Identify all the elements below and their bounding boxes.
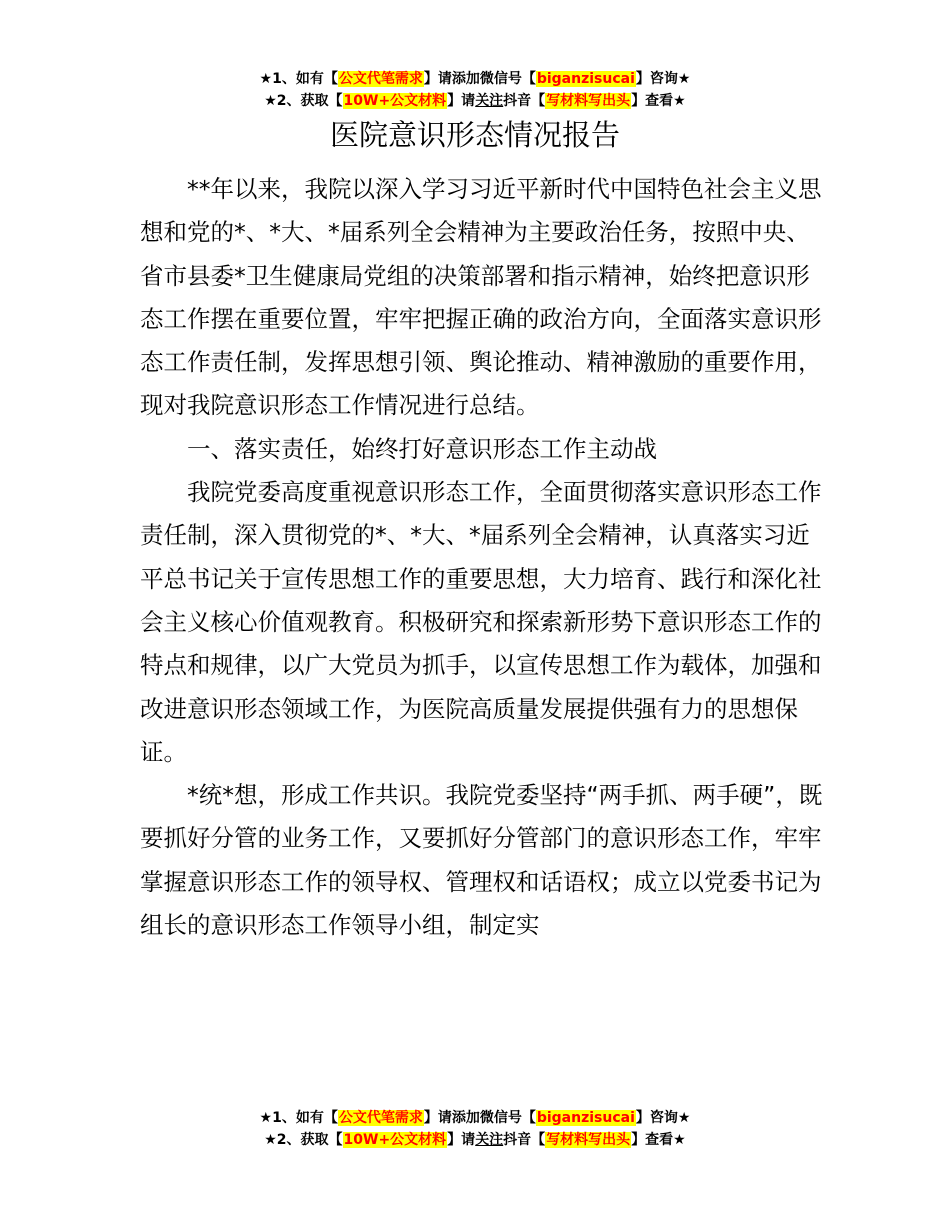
banner-text: ★2、获取【 — [264, 93, 343, 109]
banner-highlight: 写材料写出头 — [546, 93, 631, 109]
banner-highlight: biganzisucai — [536, 71, 635, 87]
banner-text: 】咨询★ — [635, 1110, 691, 1126]
paragraph-section-1: 我院党委高度重视意识形态工作，全面贯彻落实意识形态工作责任制，深入贯彻党的*、*大、*届系列全会精神，认真落实习近平总书记关于宣传思想工作的重要思想，大力培育、践行和深化社会主义核心价值观教育。积极研究和探索新形势下意识形态工作的特点和规律，以广大党员为抓手，以宣传思想工作为载体，加强和改进意识形态领域工作，为医院高质量发展提供强有力的思想保证。 — [140, 478, 822, 766]
banner-highlight: biganzisucai — [536, 1110, 635, 1126]
banner-text: 抖音【 — [503, 93, 546, 109]
banner-line-2 — [0, 1129, 950, 1151]
banner-text: 】查看★ — [631, 1132, 686, 1148]
banner-highlight: 写材料写出头 — [546, 1132, 631, 1148]
banner-text: 】查看★ — [631, 93, 686, 109]
banner-line-2 — [0, 90, 950, 112]
header-banner — [0, 68, 950, 112]
banner-text: 】请 — [447, 1132, 476, 1148]
section-heading: 一、落实责任，始终打好意识形态工作主动战 — [187, 434, 657, 463]
banner-highlight: 公文代笔需求 — [338, 1110, 423, 1126]
banner-text: 】请 — [447, 93, 476, 109]
paragraph-intro: **年以来，我院以深入学习习近平新时代中国特色社会主义思想和党的*、*大、*届系列全会精神为主要政治任务，按照中央、省市县委*卫生健康局党组的决策部署和指示精神，始终把意识形态工作摆在重要位置，牢牢把握正确的政治方向，全面落实意识形态工作责任制，发挥思想引领、舆论推动、精神激励的重要作用，现对我院意识形态工作情况进行总结。 — [140, 175, 822, 420]
banner-line-1 — [0, 1107, 950, 1129]
document-body — [140, 168, 830, 947]
banner-underline: 关注 — [475, 1132, 504, 1148]
banner-text: 】请添加微信号【 — [423, 1110, 536, 1126]
document-title: 医院意识形态情况报告 — [329, 118, 620, 152]
banner-line-1 — [0, 68, 950, 90]
banner-underline: 关注 — [475, 93, 504, 109]
banner-highlight: 10W+公文材料 — [343, 93, 447, 109]
footer-banner — [0, 1107, 950, 1151]
banner-text: ★1、如有【 — [259, 71, 338, 87]
banner-text: ★1、如有【 — [259, 1110, 338, 1126]
paragraph-section-1-item: *统*想，形成工作共识。我院党委坚持“两手抓、两手硬”，既要抓好分管的业务工作，又要抓好分管部门的意识形态工作，牢牢掌握意识形态工作的领导权、管理权和话语权；成立以党委书记为组长的意识形态工作领导小组，制定实 — [140, 781, 823, 940]
banner-highlight: 公文代笔需求 — [338, 71, 423, 87]
banner-text: 】咨询★ — [635, 71, 691, 87]
banner-text: 】请添加微信号【 — [423, 71, 536, 87]
banner-text: 抖音【 — [503, 1132, 546, 1148]
banner-highlight: 10W+公文材料 — [343, 1132, 447, 1148]
banner-text: ★2、获取【 — [264, 1132, 343, 1148]
